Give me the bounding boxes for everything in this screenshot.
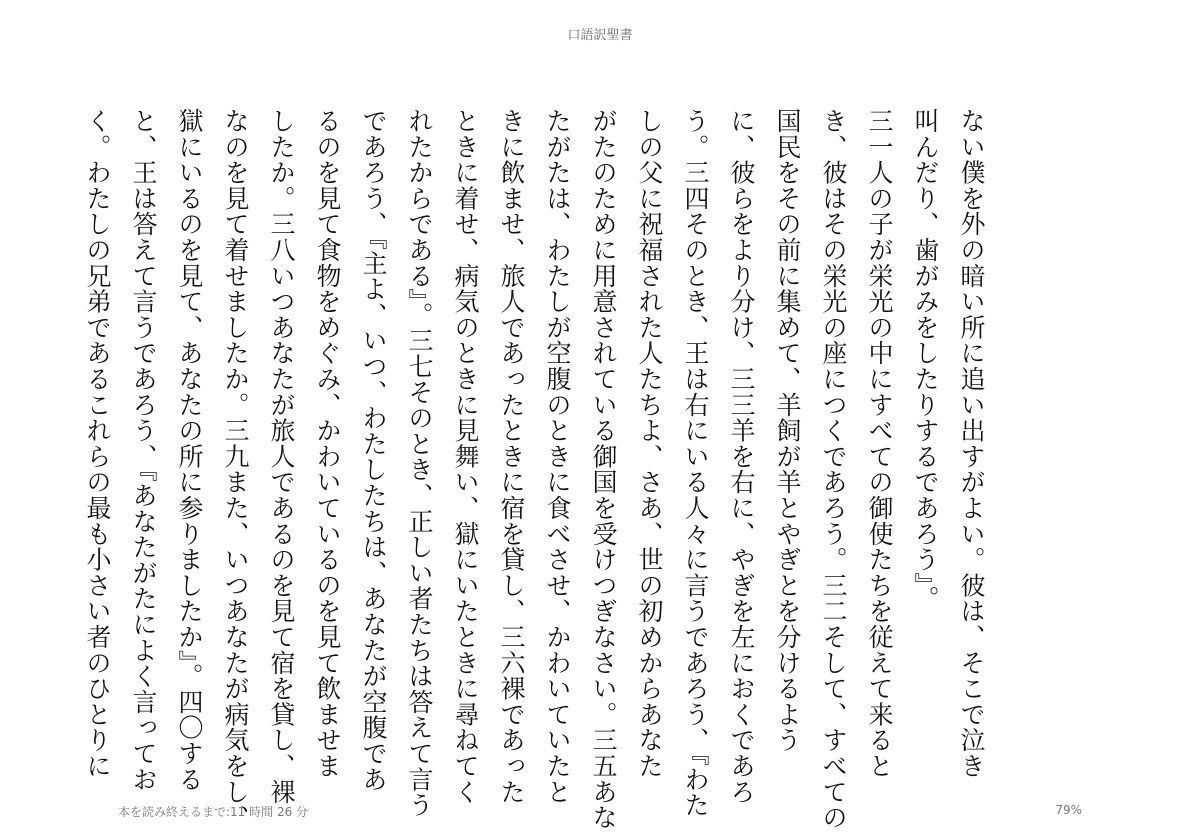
text-line: 三一人の子が栄光の中にすべての御使たちを従えて来ると (865, 108, 894, 779)
text-line: 獄にいるのを見て、あなたの所に参りましたか』。四〇する (175, 108, 204, 793)
text-line: ときに着せ、病気のときに見舞い、獄にいたときに尋ねてく (451, 108, 480, 805)
text-line: ない僕を外の暗い所に追い出すがよい。彼は、そこで泣き (957, 108, 986, 779)
text-line: う。三四そのとき、王は右にいる人々に言うであろう、『わた (681, 108, 710, 818)
text-line: たがたは、わたしが空腹のときに食べさせ、かわいていたと (543, 108, 572, 805)
text-line: く。わたしの兄弟であるこれらの最も小さい者のひとりに (83, 108, 112, 779)
text-line: きに飲ませ、旅人であったときに宿を貸し、三六裸であった (497, 108, 526, 805)
text-line: しの父に祝福された人たちよ、さあ、世の初めからあなた (635, 108, 664, 779)
text-line: 国民をその前に集めて、羊飼が羊とやぎとを分けるよう (773, 108, 802, 753)
text-line: したか。三八いつあなたが旅人であるのを見て宿を貸し、裸 (267, 108, 296, 805)
time-remaining: 本を読み終えるまで:11 時間 26 分 (118, 805, 309, 819)
text-line: であろう、『主よ、いつ、わたしたちは、あなたが空腹であ (359, 108, 388, 793)
text-line: き、彼はその栄光の座につくであろう。三二そして、すべての (819, 108, 848, 831)
text-line: に、彼らをより分け、三三羊を右に、やぎを左におくであろ (727, 108, 756, 805)
text-line: れたからである』。三七そのとき、正しい者たちは答えて言う (405, 108, 434, 818)
book-title: 口語訳聖書 (567, 28, 633, 43)
progress-percent: 79% (1055, 803, 1082, 817)
text-line: がたのために用意されている御国を受けつぎなさい。三五あな (589, 108, 618, 831)
text-line: と、王は答えて言うであろう、『あなたがたによく言ってお (129, 108, 158, 793)
text-line: なのを見て着せましたか。三九また、いつあなたが病気をし、 (221, 108, 250, 831)
text-line: 叫んだり、歯がみをしたりするであろう』。 (911, 108, 940, 612)
text-line: るのを見て食物をめぐみ、かわいているのを見て飲ませま (313, 108, 342, 779)
